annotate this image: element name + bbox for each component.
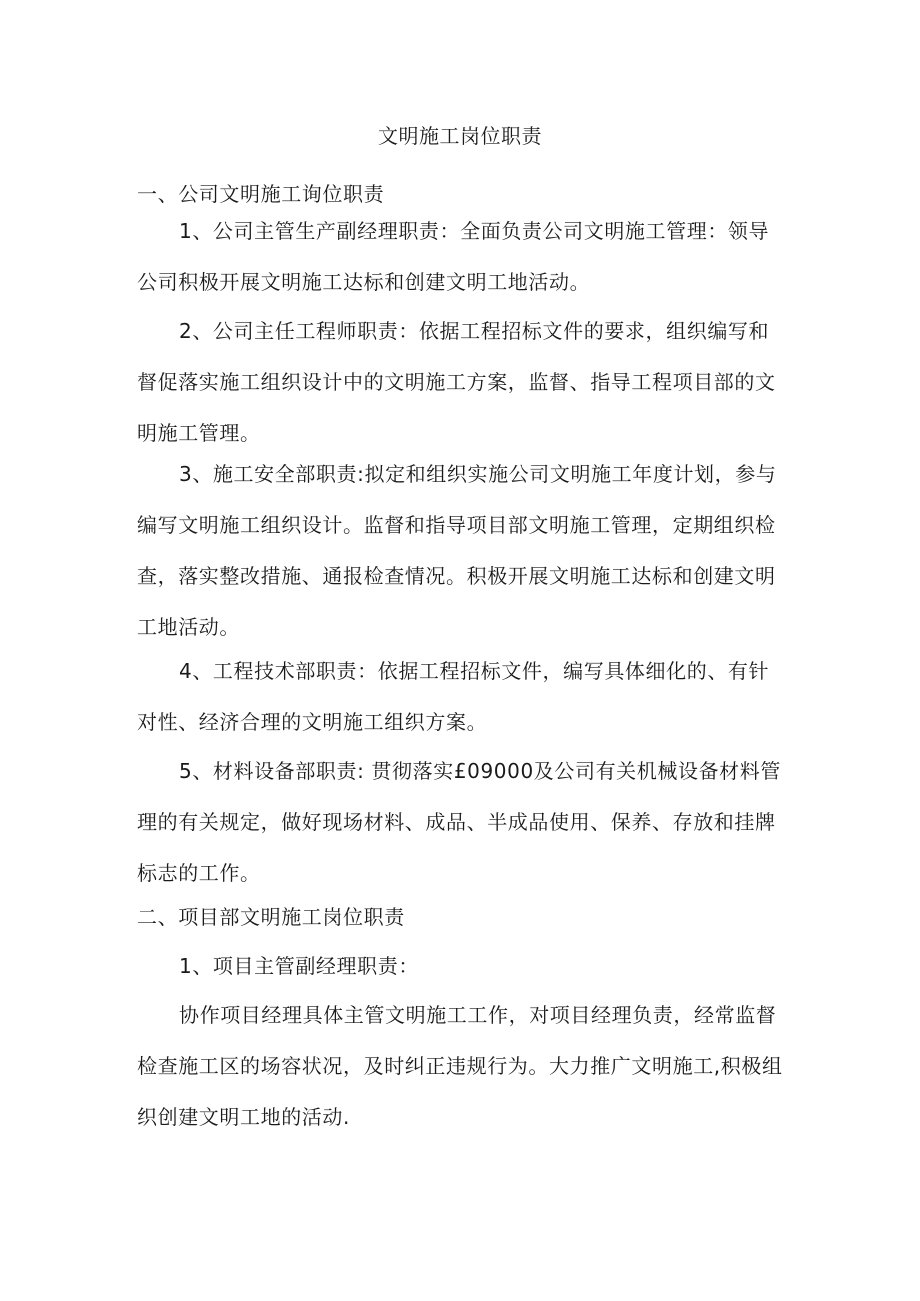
section-1-heading: 一、公司文明施工询位职责 (137, 182, 385, 206)
section-1-item-5: 5、材料设备部职责: 贯彻落实£09000及公司有关机械设备材料管理的有关规定，做好现场材料、成品、半成品使用、保养、存放和挂牌标志的工作。 (137, 759, 781, 885)
section-1-item-3: 3、施工安全部职责:拟定和组织实施公司文明施工年度计划，参与编写文明施工组织设计。监督和指导项目部文明施工管理，定期组织检查，落实整改措施、通报检查情况。积极开展文明施工达标和创建文明工地活动。 (137, 462, 777, 639)
section-2-body: 协作项目经理具体主管文明施工工作，对项目经理负责，经常监督检查施工区的场容状况，及时纠正违规行为。大力推广文明施工,积极组织创建文明工地的活动. (137, 1003, 783, 1129)
section-1-item-4: 4、工程技术部职责：依据工程招标文件，编写具体细化的、有针对性、经济合理的文明施工组织方案。 (137, 659, 770, 734)
section-1-item-1: 1、公司主管生产副经理职责：全面负责公司文明施工管理：领导公司积极开展文明施工达标和创建文明工地活动。 (137, 219, 770, 294)
document-title: 文明施工岗位职责 (378, 124, 542, 148)
section-2-heading: 二、项目部文明施工岗位职责 (137, 905, 405, 929)
section-1-item-2: 2、公司主任工程师职责：依据工程招标文件的要求，组织编写和督促落实施工组织设计中的文明施工方案，监督、指导工程项目部的文明施工管理。 (137, 319, 776, 445)
section-2-subheading: 1、项目主管副经理职责： (179, 954, 419, 978)
